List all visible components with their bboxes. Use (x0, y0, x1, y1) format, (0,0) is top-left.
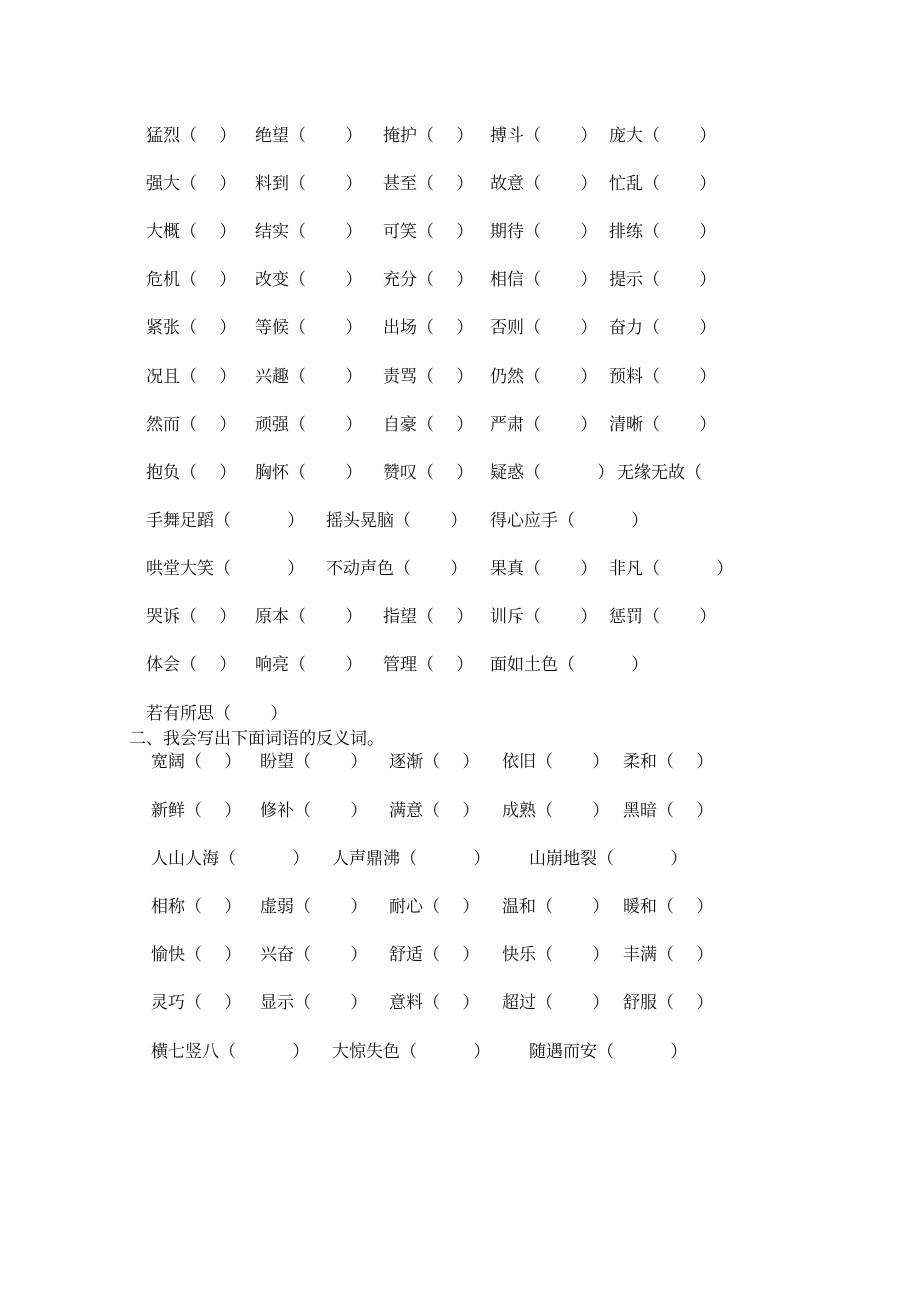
word-item: 赞叹（ ） (383, 463, 474, 483)
word-item: 相信（ ） (490, 270, 598, 290)
word-item: 无缘无故（ (617, 463, 702, 483)
word-item: 面如土色（ ） (490, 655, 649, 675)
word-item: 紧张（ ） (146, 318, 237, 338)
word-item: 等候（ ） (255, 318, 363, 338)
word-item: 虚弱（ ） (260, 897, 368, 917)
word-item: 疑惑（ ） (490, 463, 615, 483)
word-item: 超过（ ） (502, 993, 610, 1013)
word-item: 相称（ ） (151, 897, 242, 917)
word-item: 快乐（ ） (502, 945, 610, 965)
word-item: 猛烈（ ） (146, 126, 237, 146)
section-2-heading: 二、我会写出下面词语的反义词。 (129, 729, 384, 749)
word-item: 奋力（ ） (609, 318, 717, 338)
word-item: 自豪（ ） (383, 415, 474, 435)
word-item: 兴趣（ ） (255, 367, 363, 387)
word-item: 盼望（ ） (260, 752, 368, 772)
word-item: 指望（ ） (383, 607, 474, 627)
word-item: 危机（ ） (146, 270, 237, 290)
word-item: 愉快（ ） (151, 945, 242, 965)
word-item: 仍然（ ） (490, 367, 598, 387)
word-item: 充分（ ） (383, 270, 474, 290)
word-item: 横七竖八（ ） (151, 1042, 310, 1062)
word-item: 预料（ ） (609, 367, 717, 387)
word-item: 满意（ ） (389, 801, 480, 821)
word-item: 绝望（ ） (255, 126, 363, 146)
word-item: 温和（ ） (502, 897, 610, 917)
word-item: 手舞足蹈（ ） (146, 511, 305, 531)
word-item: 响亮（ ） (255, 655, 363, 675)
word-item: 得心应手（ ） (490, 511, 649, 531)
word-item: 新鲜（ ） (151, 801, 242, 821)
word-item: 料到（ ） (255, 174, 363, 194)
word-item: 结实（ ） (255, 222, 363, 242)
word-item: 甚至（ ） (383, 174, 474, 194)
word-item: 强大（ ） (146, 174, 237, 194)
word-item: 哭诉（ ） (146, 607, 237, 627)
word-item: 依旧（ ） (502, 752, 610, 772)
word-item: 黑暗（ ） (623, 801, 714, 821)
word-item: 兴奋（ ） (260, 945, 368, 965)
word-item: 果真（ ） (490, 559, 598, 579)
word-item: 人声鼎沸（ ） (332, 849, 491, 869)
word-item: 原本（ ） (255, 607, 363, 627)
word-item: 柔和（ ） (623, 752, 714, 772)
word-item: 出场（ ） (383, 318, 474, 338)
word-item: 摇头晃脑（ ） (326, 511, 468, 531)
word-item: 况且（ ） (146, 367, 237, 387)
word-item: 大概（ ） (146, 222, 237, 242)
word-item: 舒服（ ） (623, 993, 714, 1013)
word-item: 忙乱（ ） (609, 174, 717, 194)
word-item: 人山人海（ ） (151, 849, 310, 869)
word-item: 灵巧（ ） (151, 993, 242, 1013)
word-item: 山崩地裂（ ） (529, 849, 688, 869)
word-item: 成熟（ ） (502, 801, 610, 821)
word-item: 掩护（ ） (383, 126, 474, 146)
word-item: 不动声色（ ） (326, 559, 468, 579)
word-item: 暖和（ ） (623, 897, 714, 917)
word-item: 抱负（ ） (146, 463, 237, 483)
word-item: 搏斗（ ） (490, 126, 598, 146)
word-item: 大惊失色（ ） (332, 1042, 491, 1062)
word-item: 顽强（ ） (255, 415, 363, 435)
word-item: 若有所思（ ） (146, 704, 288, 724)
word-item: 训斥（ ） (490, 607, 598, 627)
word-item: 宽阔（ ） (151, 752, 242, 772)
word-item: 胸怀（ ） (255, 463, 363, 483)
word-item: 体会（ ） (146, 655, 237, 675)
word-item: 改变（ ） (255, 270, 363, 290)
word-item: 逐渐（ ） (389, 752, 480, 772)
word-item: 耐心（ ） (389, 897, 480, 917)
word-item: 丰满（ ） (623, 945, 714, 965)
word-item: 可笑（ ） (383, 222, 474, 242)
word-item: 修补（ ） (260, 801, 368, 821)
word-item: 清晰（ ） (609, 415, 717, 435)
word-item: 惩罚（ ） (609, 607, 717, 627)
word-item: 责骂（ ） (383, 367, 474, 387)
word-item: 随遇而安（ ） (529, 1042, 688, 1062)
word-item: 庞大（ ） (609, 126, 717, 146)
word-item: 提示（ ） (609, 270, 717, 290)
word-item: 然而（ ） (146, 415, 237, 435)
word-item: 意料（ ） (389, 993, 480, 1013)
word-item: 显示（ ） (260, 993, 368, 1013)
word-item: 否则（ ） (490, 318, 598, 338)
word-item: 期待（ ） (490, 222, 598, 242)
word-item: 严肃（ ） (490, 415, 598, 435)
word-item: 故意（ ） (490, 174, 598, 194)
word-item: 管理（ ） (383, 655, 474, 675)
word-item: 哄堂大笑（ ） (146, 559, 305, 579)
word-item: 排练（ ） (609, 222, 717, 242)
word-item: 舒适（ ） (389, 945, 480, 965)
word-item: 非凡（ ） (609, 559, 734, 579)
